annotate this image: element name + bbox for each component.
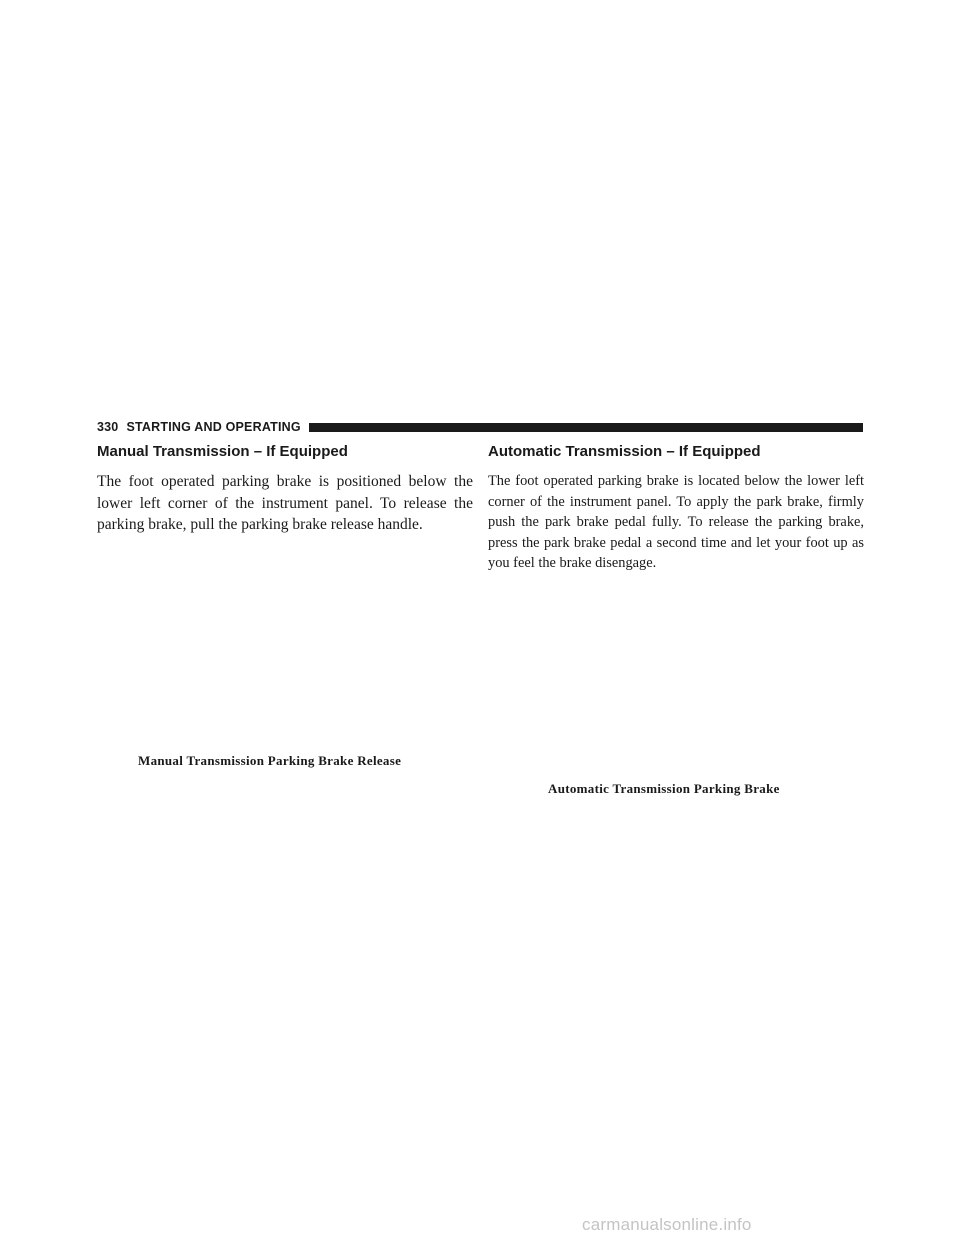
right-column — [488, 442, 864, 574]
page-number: 330 — [97, 420, 119, 434]
page-header — [97, 418, 863, 436]
manual-transmission-body: The foot operated parking brake is positioned below the lower left corner of the instrument panel. To release the parking brake, pull the parking brake release handle. — [97, 473, 473, 533]
automatic-brake-figure-caption: Automatic Transmission Parking Brake — [548, 781, 780, 796]
header-rule — [309, 423, 863, 432]
manual-brake-figure-caption: Manual Transmission Parking Brake Release — [138, 753, 402, 768]
watermark-link[interactable]: carmanualsonline.info — [582, 1215, 752, 1234]
automatic-transmission-heading: Automatic Transmission – If Equipped — [488, 443, 761, 460]
left-column — [97, 442, 473, 536]
manual-transmission-heading: Manual Transmission – If Equipped — [97, 443, 348, 460]
section-title: STARTING AND OPERATING — [126, 420, 301, 434]
automatic-transmission-body: The foot operated parking brake is located below the lower left corner of the instrument panel. To apply the park brake, firmly push the park brake pedal fully. To release the parking brake, press the park brake pedal a second time and let your foot up as you feel the brake disengage. — [488, 473, 864, 571]
